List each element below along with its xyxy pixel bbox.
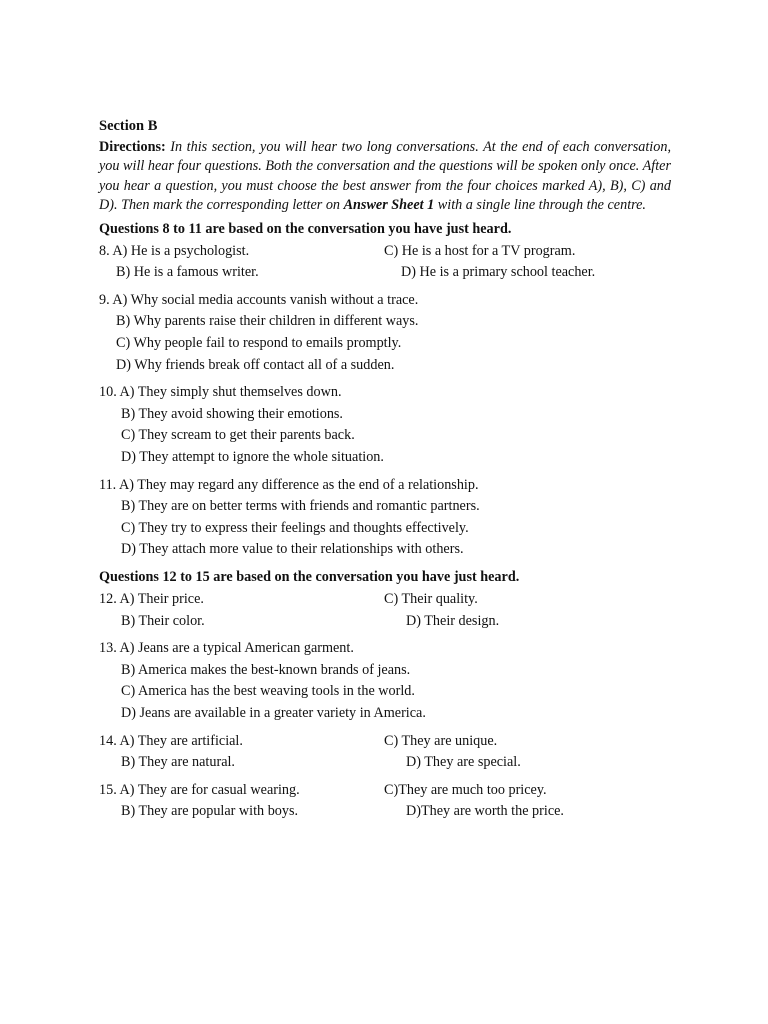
question-group-header-8-11: Questions 8 to 11 are based on the conversation you have just heard. — [99, 220, 512, 237]
q13-option-d: D) Jeans are available in a greater variety in America. — [121, 704, 426, 721]
question-12 — [99, 589, 671, 632]
q15-option-d: D)They are worth the price. — [406, 803, 564, 820]
question-10 — [99, 382, 671, 468]
q11-option-b: B) They are on better terms with friends and romantic partners. — [121, 498, 480, 515]
q9-option-d: D) Why friends break off contact all of a sudden. — [116, 356, 395, 373]
question-12-row-2 — [99, 611, 671, 633]
q12-option-a: 12. A) Their price. — [99, 590, 204, 607]
question-group-header-12-15: Questions 12 to 15 are based on the conversation you have just heard. — [99, 568, 520, 585]
q11-option-d: D) They attach more value to their relationships with others. — [121, 541, 464, 558]
answer-sheet-reference: Answer Sheet 1 — [343, 197, 435, 214]
q8-option-d: D) He is a primary school teacher. — [401, 264, 596, 281]
question-15 — [99, 780, 671, 823]
q13-option-b: B) America makes the best-known brands of jeans. — [121, 661, 411, 678]
question-8-row-1 — [99, 241, 671, 263]
q14-option-c: C) They are unique. — [384, 732, 498, 749]
q9-option-a: 9. A) Why social media accounts vanish without a trace. — [99, 291, 419, 308]
q10-option-c: C) They scream to get their parents back. — [121, 427, 355, 444]
q13-option-a: 13. A) Jeans are a typical American garment. — [99, 640, 354, 657]
question-9 — [99, 290, 671, 376]
question-11 — [99, 475, 671, 561]
question-14-row-2 — [99, 752, 671, 774]
question-8-row-2 — [99, 262, 671, 284]
directions-text-end: with a single line through the centre. — [434, 197, 646, 214]
q14-option-a: 14. A) They are artificial. — [99, 732, 243, 749]
q10-option-d: D) They attempt to ignore the whole situation. — [121, 448, 384, 465]
exam-page — [99, 117, 671, 829]
directions-paragraph — [99, 138, 671, 216]
q12-option-d: D) Their design. — [406, 612, 500, 629]
q8-option-c: C) He is a host for a TV program. — [384, 242, 576, 259]
q14-option-d: D) They are special. — [406, 754, 521, 771]
question-15-row-1 — [99, 780, 671, 802]
q15-option-a: 15. A) They are for casual wearing. — [99, 781, 300, 798]
question-13 — [99, 638, 671, 724]
question-14-row-1 — [99, 731, 671, 753]
directions-text: In this section, you will hear two long conversations. At the end of each conversation, you will hear four questions. Both the conversation and the questions will be spoken only once. After you hear a question, you must choose the best answer from the four choices marked A), B), C) and D). Then mark the corresponding letter on — [99, 139, 671, 214]
question-12-row-1 — [99, 589, 671, 611]
q9-option-b: B) Why parents raise their children in different ways. — [116, 313, 419, 330]
q12-option-b: B) Their color. — [121, 612, 205, 629]
question-8 — [99, 241, 671, 284]
q10-option-a: 10. A) They simply shut themselves down. — [99, 384, 342, 401]
section-title: Section B — [99, 118, 158, 134]
q8-option-a: 8. A) He is a psychologist. — [99, 242, 250, 259]
question-15-row-2 — [99, 801, 671, 823]
question-14 — [99, 731, 671, 774]
q11-option-a: 11. A) They may regard any difference as the end of a relationship. — [99, 476, 479, 493]
q9-option-c: C) Why people fail to respond to emails promptly. — [116, 335, 402, 351]
q12-option-c: C) Their quality. — [384, 590, 478, 607]
q13-option-c: C) America has the best weaving tools in the world. — [121, 683, 415, 700]
q10-option-b: B) They avoid showing their emotions. — [121, 405, 343, 422]
directions-label: Directions: — [99, 139, 166, 155]
q8-option-b: B) He is a famous writer. — [116, 264, 259, 281]
q11-option-c: C) They try to express their feelings and thoughts effectively. — [121, 519, 469, 536]
q14-option-b: B) They are natural. — [121, 754, 235, 771]
q15-option-b: B) They are popular with boys. — [121, 803, 299, 820]
q15-option-c: C)They are much too pricey. — [384, 781, 547, 798]
